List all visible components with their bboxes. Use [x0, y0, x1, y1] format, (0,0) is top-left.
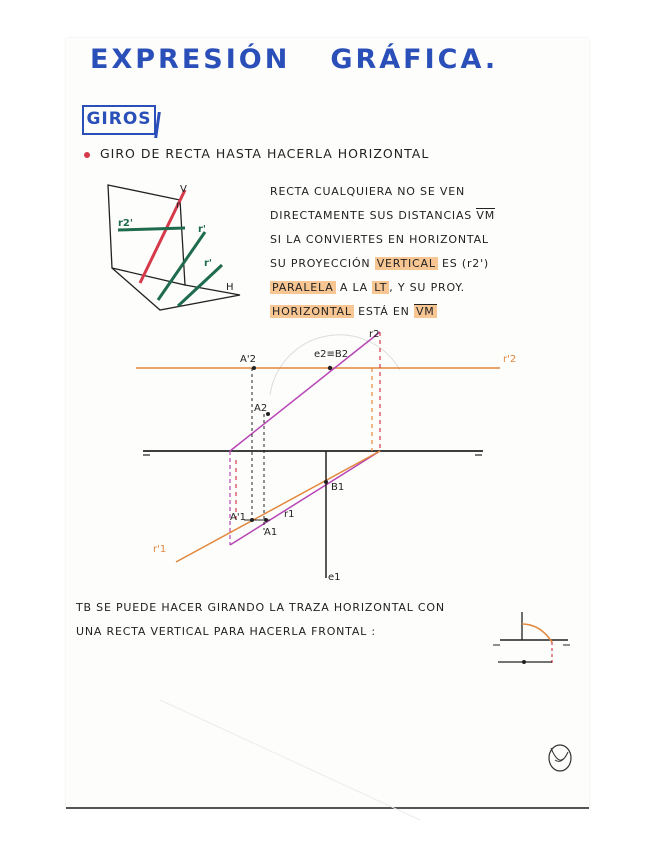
sketch-label-r2p: r2': [118, 218, 133, 229]
sketch-label-v: V: [180, 184, 187, 195]
highlighted-word: PARALELA: [272, 281, 334, 294]
point-b1: [324, 480, 328, 484]
highlighted-word: HORIZONTAL: [272, 305, 352, 318]
title-word-2: GRÁFICA.: [330, 44, 499, 75]
label-a2-prime: A'2: [240, 354, 256, 365]
note-text: , Y SU PROY.: [389, 281, 465, 294]
footer-line-2: UNA RECTA VERTICAL PARA HACERLA FRONTAL :: [76, 625, 376, 638]
label-e1: e1: [328, 572, 341, 583]
author-signature: [549, 745, 571, 771]
section-label: GIROS: [86, 109, 152, 129]
true-magnitude-symbol: VM: [415, 305, 435, 318]
label-e2-b2: e2≡B2: [314, 349, 349, 360]
sketch-label-r: r: [176, 200, 181, 211]
bleed-line: [160, 700, 420, 820]
highlighted-word: LT: [374, 281, 388, 294]
sketch-label-h: H: [226, 282, 234, 293]
signature-stroke: [551, 748, 568, 761]
note-text: ESTÁ EN: [358, 305, 410, 318]
label-a2: A2: [254, 403, 268, 414]
note-text: DIRECTAMENTE SUS DISTANCIAS: [270, 209, 473, 222]
point-a1-prime: [250, 518, 254, 522]
label-r2-prime-right: r'2: [503, 354, 517, 365]
label-a1-prime: A'1: [230, 512, 246, 523]
perspective-sketch: [108, 184, 240, 310]
bullet-text: GIRO DE RECTA HASTA HACERLA HORIZONTAL: [100, 146, 430, 161]
note-text: RECTA CUALQUIERA NO SE VEN: [270, 185, 465, 198]
point-e2-b2: [328, 366, 332, 370]
point-a1: [264, 518, 268, 522]
point-a2-prime: [252, 366, 256, 370]
label-a1: A1: [264, 527, 278, 538]
label-r2: r2: [369, 329, 380, 340]
note-text: SI LA CONVIERTES EN HORIZONTAL: [270, 233, 489, 246]
footer-note: [76, 596, 516, 644]
label-b1: B1: [331, 482, 345, 493]
footer-line-1: TB SE PUEDE HACER GIRANDO LA TRAZA HORIZONTAL CON: [76, 601, 445, 614]
line-r1-prime: [176, 451, 380, 562]
highlighted-word: VERTICAL: [376, 257, 436, 270]
line-rp: [158, 232, 205, 300]
sketch-label-r2: r': [204, 258, 212, 269]
line-r2-vertical-projection: [230, 332, 380, 451]
title-word-1: EXPRESIÓN: [90, 44, 291, 75]
true-magnitude-symbol: VM: [476, 209, 495, 222]
label-r1-prime: r'1: [153, 544, 167, 555]
label-r1: r1: [284, 509, 295, 520]
point-small: [522, 660, 526, 664]
note-text: SU PROYECCIÓN: [270, 257, 371, 270]
note-text: ES (r2'): [442, 257, 490, 270]
note-text: A LA: [339, 281, 368, 294]
orthographic-construction: [136, 329, 516, 583]
sketch-label-r1p: r': [198, 224, 206, 235]
signature-loop: [549, 745, 571, 771]
